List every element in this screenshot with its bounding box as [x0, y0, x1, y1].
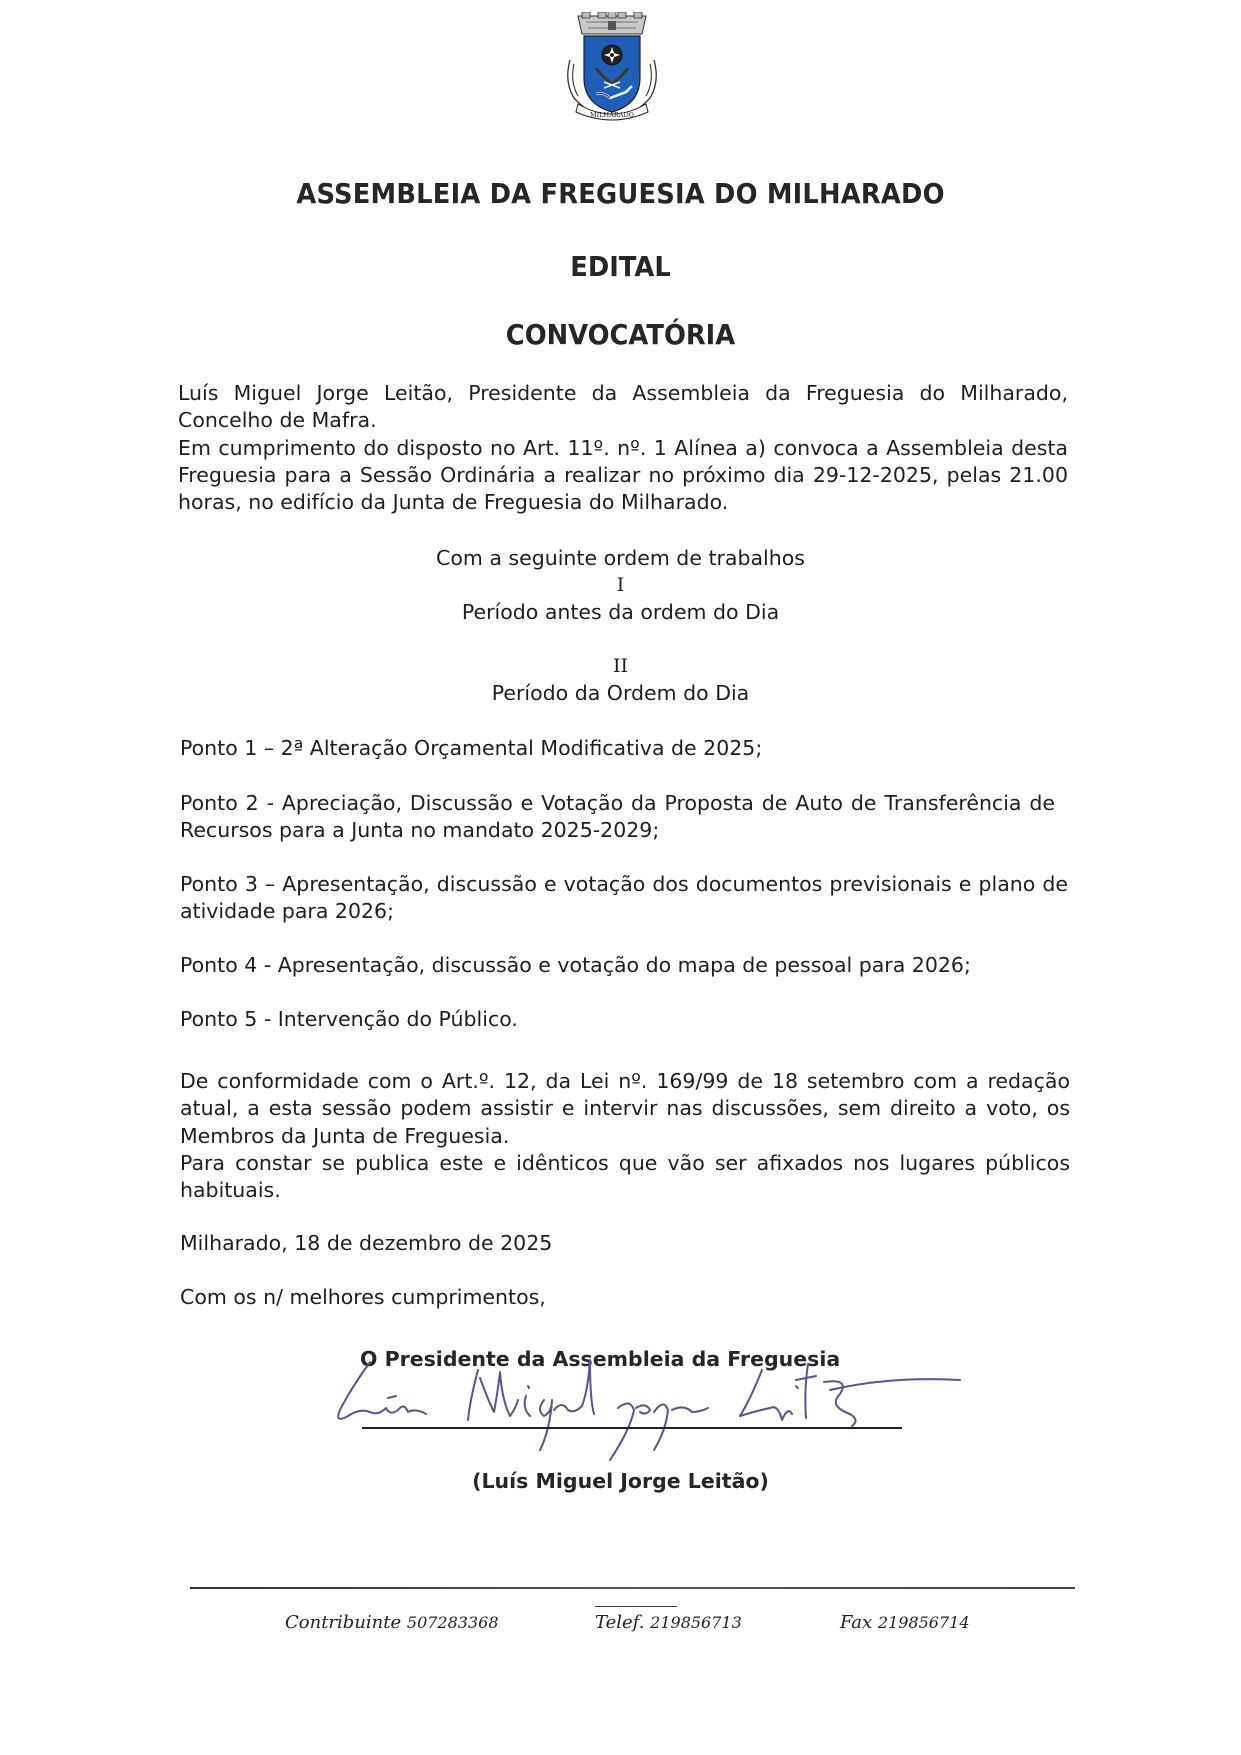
section-numeral-2: II [612, 655, 628, 677]
closing-line: Para constar se publica este e idênticos que vão ser afixados nos lugares públicos [180, 1150, 1070, 1175]
signature-title: O Presidente da Assembleia da Freguesia [360, 1347, 841, 1371]
section-title-2: Período da Ordem do Dia [491, 681, 750, 705]
coat-of-arms-logo [560, 12, 664, 122]
telef-number: 219856713 [650, 1613, 742, 1632]
agenda-point-1 [180, 735, 1070, 762]
agenda-point-line: Recursos para a Junta no mandato 2025-2029; [180, 818, 660, 843]
regards [180, 1284, 1070, 1311]
agenda-point-4 [180, 952, 1070, 979]
agenda-point-line: Ponto 3 – Apresentação, discussão e votação dos documentos previsionais e plano de [180, 872, 1068, 896]
contribuinte-number: 507283368 [406, 1613, 499, 1632]
fax-label: Fax [840, 1612, 873, 1633]
intro-line: Freguesia para a Sessão Ordinária a realizar no próximo dia 29-12-2025, pelas 21.00 [178, 462, 1068, 487]
contribuinte-label: Contribuinte [285, 1612, 402, 1633]
footer-contribuinte [285, 1612, 499, 1633]
closing-line: habituais. [180, 1178, 281, 1203]
handwritten-signature [330, 1350, 990, 1480]
agenda-point-3 [180, 871, 1070, 926]
agenda-point-line: Ponto 4 - Apresentação, discussão e votação do mapa de pessoal para 2026; [180, 953, 971, 977]
convocatoria-heading: CONVOCATÓRIA [505, 318, 736, 351]
intro-line: Em cumprimento do disposto no Art. 11º. nº. 1 Alínea a) convoca a Assembleia desta [178, 435, 1068, 460]
agenda-intro: Com a seguinte ordem de trabalhos [436, 546, 805, 570]
agenda-point-5 [180, 1006, 1070, 1033]
mural-crown-icon [578, 12, 646, 34]
telef-label: Telef. [595, 1612, 645, 1633]
intro-line: Luís Miguel Jorge Leitão, Presidente da Assembleia da Freguesia do Milharado, [178, 381, 1068, 405]
closing-paragraph [180, 1068, 1070, 1204]
intro-paragraph [178, 380, 1068, 516]
agenda-point-line: Ponto 5 - Intervenção do Público. [180, 1007, 518, 1031]
place-date-text: Milharado, 18 de dezembro de 2025 [180, 1231, 553, 1255]
agenda-point-line: Ponto 2 - Apreciação, Discussão e Votação da Proposta de Auto de Transferência de [180, 791, 1055, 815]
closing-line: Membros da Junta de Freguesia. [180, 1123, 510, 1148]
agenda-point-2 [180, 790, 1070, 845]
intro-line: horas, no edifício da Junta de Freguesia do Milharado. [178, 490, 729, 515]
closing-line: De conformidade com o Art.º. 12, da Lei nº. 169/99 de 18 setembro com a redação [180, 1069, 1070, 1093]
signature-line [362, 1427, 902, 1429]
fax-number: 219856714 [877, 1613, 970, 1632]
crest-motto: MILHARADO [589, 111, 635, 119]
intro-line: Concelho de Mafra. [178, 408, 377, 433]
footer-telef [595, 1612, 742, 1633]
assembly-title: ASSEMBLEIA DA FREGUESIA DO MILHARADO [296, 177, 945, 210]
edital-heading: EDITAL [570, 250, 671, 283]
section-title-1: Período antes da ordem do Dia [461, 600, 780, 624]
section-numeral-1: I [616, 574, 625, 596]
footer-divider [190, 1587, 1075, 1589]
mill-wheel-icon [602, 45, 622, 65]
agenda-point-line: Ponto 1 – 2ª Alteração Orçamental Modificativa de 2025; [180, 736, 763, 760]
place-date [180, 1230, 1070, 1257]
closing-line: atual, a esta sessão podem assistir e intervir nas discussões, sem direito a voto, os [180, 1096, 1070, 1121]
telef-overline [595, 1606, 677, 1607]
agenda-point-line: atividade para 2026; [180, 899, 394, 924]
regards-text: Com os n/ melhores cumprimentos, [180, 1285, 546, 1309]
signatory-name: (Luís Miguel Jorge Leitão) [472, 1469, 769, 1493]
footer-fax [840, 1612, 970, 1633]
